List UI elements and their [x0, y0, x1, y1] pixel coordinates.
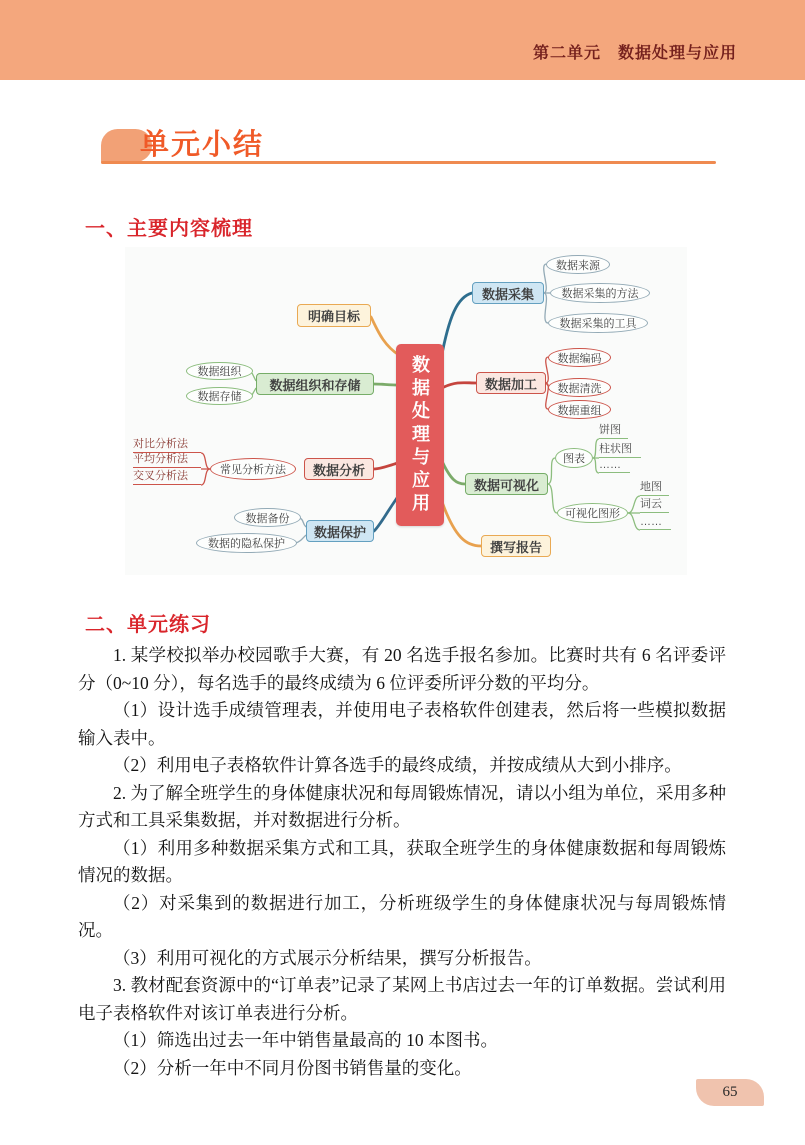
exercise-paragraph: （1）筛选出过去一年中销售量最高的 10 本图书。: [113, 1030, 498, 1050]
mindmap-node-common-analysis-methods: 常见分析方法: [210, 458, 296, 480]
mindmap-node-data-organization-storage: 数据组织和存储: [256, 373, 374, 395]
mindmap-node-bar-chart: 柱状图: [599, 443, 641, 458]
mindmap-figure: [125, 247, 687, 575]
mindmap-node-data-collection: 数据采集: [472, 282, 544, 304]
exercise-paragraph: （2）分析一年中不同月份图书销售量的变化。: [113, 1057, 472, 1078]
mindmap-node-data-backup: 数据备份: [234, 508, 301, 527]
mindmap-node-data-analysis: 数据分析: [304, 458, 374, 480]
exercise-paragraph: 2. 为了解全班学生的身体健康状况和每周锻炼情况，请以小组为单位，采用多种方式和工具采集数据，并对数据进行分析。: [78, 782, 726, 830]
mindmap-node-data-processing: 数据加工: [476, 372, 546, 394]
exercise-paragraph: （2）利用电子表格软件计算各选手的最终成绩，并按成绩从大到小排序。: [113, 755, 682, 775]
exercise-paragraph: （3）利用可视化的方式展示分析结果，撰写分析报告。: [113, 947, 542, 968]
mindmap-node-chart-ellipsis: ……: [599, 461, 630, 473]
mindmap-node-word-cloud: 词云: [640, 499, 669, 513]
mindmap-node-data-source: 数据来源: [546, 255, 610, 274]
mindmap-node-graphic-ellipsis: ……: [640, 518, 671, 530]
mindmap-node-pie-chart: 饼图: [599, 425, 628, 439]
mindmap-node-data-privacy-protection: 数据的隐私保护: [196, 533, 297, 553]
unit-banner-label: 第二单元 数据处理与应用: [532, 45, 737, 62]
exercise-text-block: [78, 642, 726, 1082]
exercise-paragraph: （2）对采集到的数据进行加工，分析班级学生的身体健康状况与每周锻炼情况。: [78, 892, 726, 940]
exercise-paragraph: 1. 某学校拟举办校园歌手大赛，有 20 名选手报名参加。比赛时共有 6 名评委评分（0~10 分），每名选手的最终成绩为 6 位评委所评分数的平均分。: [78, 645, 726, 693]
mindmap-node-collection-tools: 数据采集的工具: [548, 313, 648, 333]
mindmap-node-write-report: 撰写报告: [481, 535, 551, 557]
exercise-paragraph: 3. 教材配套资源中的“订单表”记录了某网上书店过去一年的订单数据。尝试利用电子表格软件对该订单表进行分析。: [78, 975, 726, 1023]
mindmap-node-data-encoding: 数据编码: [548, 348, 611, 367]
unit-banner: [0, 0, 805, 80]
section-heading-main-content: 一、主要内容梳理: [85, 218, 253, 240]
mindmap-node-clear-goal: 明确目标: [297, 304, 371, 327]
mindmap-node-data-organization: 数据组织: [186, 362, 253, 380]
mindmap-node-charts: 图表: [555, 448, 593, 468]
mindmap-node-data-storage: 数据存储: [186, 387, 253, 405]
page-number: 65: [722, 1084, 738, 1100]
mindmap-node-average-analysis: 平均分析法: [133, 454, 201, 468]
mindmap-node-cross-analysis: 交叉分析法: [133, 471, 201, 485]
page-title: 单元小结: [140, 129, 265, 161]
mindmap-center-node: 数据处理与应用: [396, 344, 444, 526]
mindmap-node-comparative-analysis: 对比分析法: [133, 439, 201, 453]
page-number-badge: [696, 1079, 764, 1106]
exercise-paragraph: （1）设计选手成绩管理表，并使用电子表格软件创建表，然后将一些模拟数据输入表中。: [78, 700, 726, 748]
section-heading-exercises: 二、单元练习: [85, 614, 211, 636]
title-underline: [101, 161, 716, 164]
mindmap-node-data-protection: 数据保护: [306, 520, 374, 542]
mindmap-node-data-visualization: 数据可视化: [465, 473, 548, 495]
mindmap-node-visual-graphics: 可视化图形: [557, 503, 628, 523]
mindmap-node-collection-methods: 数据采集的方法: [550, 283, 650, 303]
exercise-paragraph: （1）利用多种数据采集方式和工具，获取全班学生的身体健康数据和每周锻炼情况的数据。: [78, 837, 726, 885]
mindmap-node-map: 地图: [640, 482, 669, 496]
mindmap-node-data-restructuring: 数据重组: [548, 400, 611, 419]
mindmap-node-data-cleaning: 数据清洗: [548, 378, 611, 397]
